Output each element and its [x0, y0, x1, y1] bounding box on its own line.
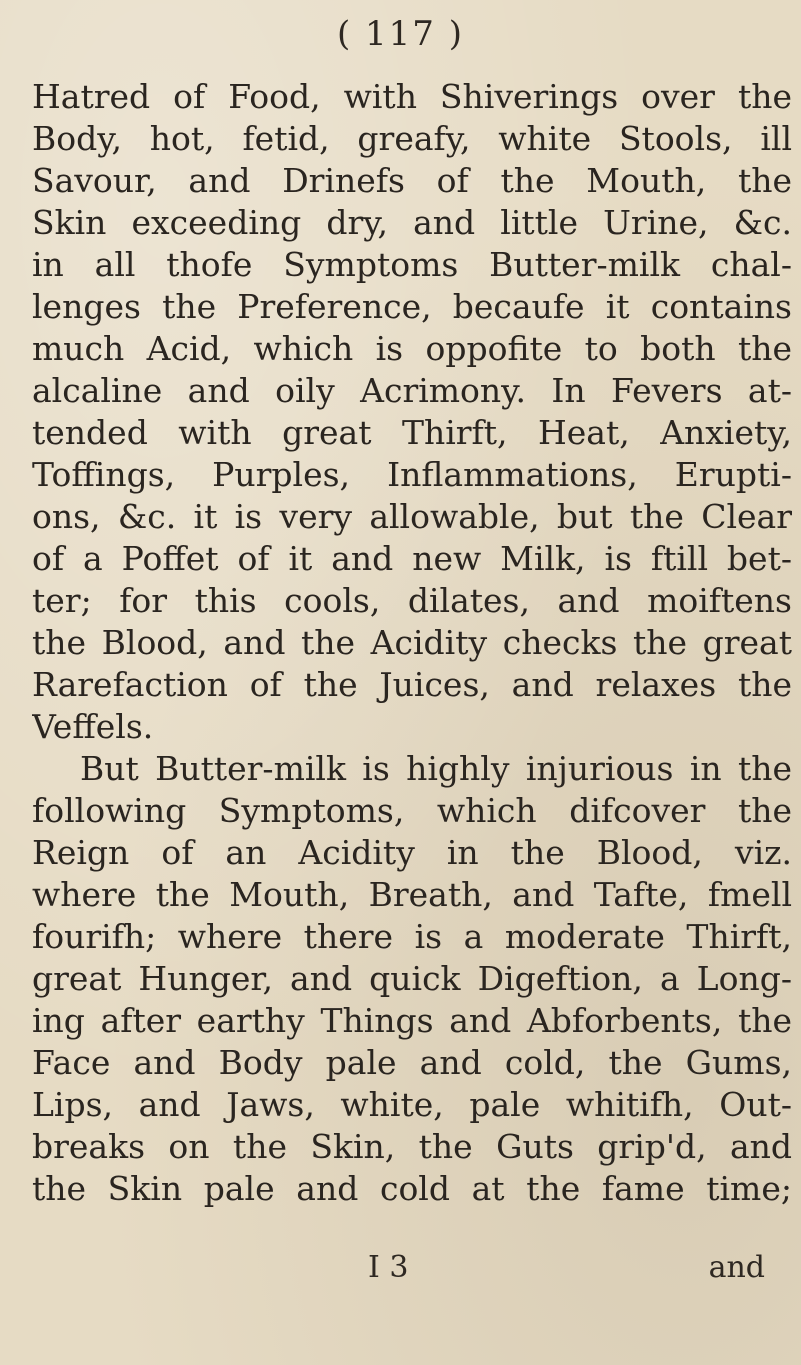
text-line: Rarefaction of the Juices, and relaxes the: [32, 665, 792, 704]
text-line: Reign of an Acidity in the Blood, viz.: [32, 833, 792, 872]
catchword: and: [708, 1250, 765, 1285]
text-line: Savour, and Drinefs of the Mouth, the: [32, 161, 792, 200]
text-line: ons, &c. it is very allowable, but the Clear: [32, 497, 792, 536]
text-line: following Symptoms, which difcover the: [32, 791, 792, 830]
page-number: ( 117 ): [336, 14, 465, 54]
text-line: Skin exceeding dry, and little Urine, &c.: [32, 203, 792, 242]
text-line: ing after earthy Things and Abforbents, the: [32, 1001, 792, 1040]
text-line: fourifh; where there is a moderate Thirft,: [32, 917, 792, 956]
text-line: Lips, and Jaws, white, pale whitifh, Out-: [32, 1085, 792, 1124]
text-line: ter; for this cools, dilates, and moiftens: [32, 581, 792, 620]
text-line: lenges the Preference, becaufe it contains: [32, 287, 792, 326]
text-line: in all thofe Symptoms Butter-milk chal-: [32, 245, 792, 284]
text-line: Veffels.: [32, 707, 154, 746]
text-line: breaks on the Skin, the Guts grip'd, and: [32, 1127, 792, 1166]
text-line: Hatred of Food, with Shiverings over the: [32, 77, 792, 116]
text-line: much Acid, which is oppofite to both the: [32, 329, 792, 368]
text-line: Face and Body pale and cold, the Gums,: [32, 1043, 792, 1082]
text-line: alcaline and oily Acrimony. In Fevers at-: [32, 371, 792, 410]
text-line: the Skin pale and cold at the fame time;: [32, 1169, 792, 1208]
text-line: the Blood, and the Acidity checks the great: [32, 623, 792, 662]
text-line: Toffings, Purples, Inflammations, Erupti-: [32, 455, 792, 494]
text-line: Body, hot, fetid, greafy, white Stools, ill: [32, 119, 792, 158]
text-line: of a Poffet of it and new Milk, is ftill bet-: [32, 539, 792, 578]
text-line: great Hunger, and quick Digeftion, a Long-: [32, 959, 792, 998]
text-line: tended with great Thirft, Heat, Anxiety,: [32, 413, 792, 452]
text-line: where the Mouth, Breath, and Tafte, fmell: [32, 875, 792, 914]
page-footer: [0, 1250, 801, 1294]
body-text: [32, 76, 792, 1210]
text-line: But Butter-milk is highly injurious in the: [80, 749, 792, 788]
signature-mark: I 3: [368, 1250, 409, 1285]
